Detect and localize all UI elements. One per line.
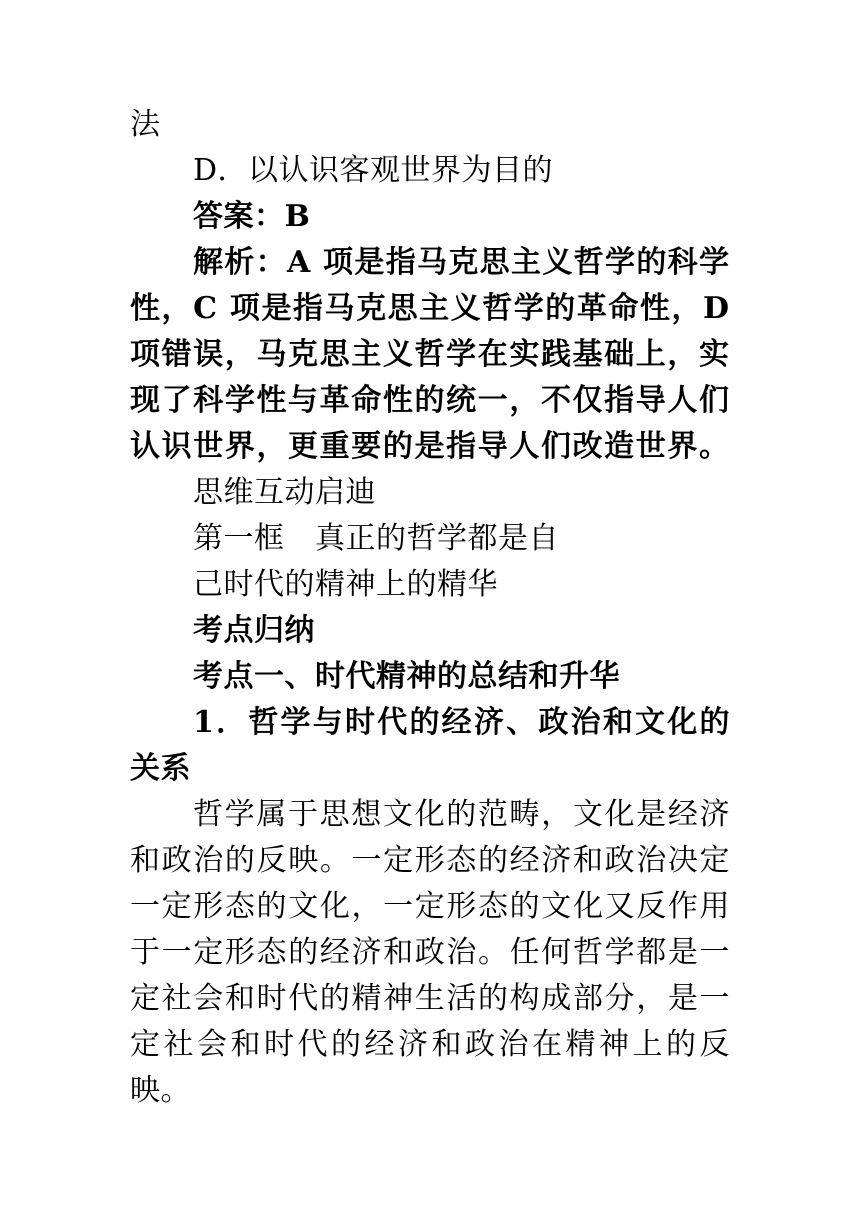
point-heading: 1．哲学与时代的经济、政治和文化的: [193, 705, 730, 740]
paragraph-line: 哲学属于思想文化的范畴，文化是经济: [193, 797, 730, 832]
section-heading: 思维互动启迪: [193, 475, 376, 510]
document-page: [130, 102, 730, 1114]
explanation-line: 项错误，马克思主义哲学在实践基础上，实: [130, 337, 730, 372]
explanation-line: 解析：A 项是指马克思主义哲学的科学: [193, 245, 730, 280]
lesson-title-line: 第一框 真正的哲学都是自: [193, 521, 559, 556]
topic-heading: 考点一、时代精神的总结和升华: [193, 659, 620, 694]
paragraph-line: 映。: [130, 1073, 191, 1108]
explanation-line: 认识世界，更重要的是指导人们改造世界。: [130, 429, 730, 464]
option-d-line: D．以认识客观世界为目的: [193, 153, 554, 188]
answer-line: 答案：B: [193, 199, 311, 234]
point-heading: 关系: [130, 751, 191, 786]
paragraph-line: 和政治的反映。一定形态的经济和政治决定: [130, 843, 730, 878]
explanation-line: 现了科学性与革命性的统一，不仅指导人们: [130, 383, 730, 418]
paragraph-line: 定社会和时代的经济和政治在精神上的反: [130, 1027, 730, 1062]
text-line: 法: [130, 107, 161, 142]
explanation-line: 性，C 项是指马克思主义哲学的革命性，D: [130, 291, 730, 326]
subsection-heading: 考点归纳: [193, 613, 315, 648]
paragraph-line: 定社会和时代的精神生活的构成部分，是一: [130, 981, 730, 1016]
paragraph-line: 一定形态的文化，一定形态的文化又反作用: [130, 889, 730, 924]
lesson-title-line: 己时代的精神上的精华: [193, 567, 498, 602]
paragraph-line: 于一定形态的经济和政治。任何哲学都是一: [130, 935, 730, 970]
